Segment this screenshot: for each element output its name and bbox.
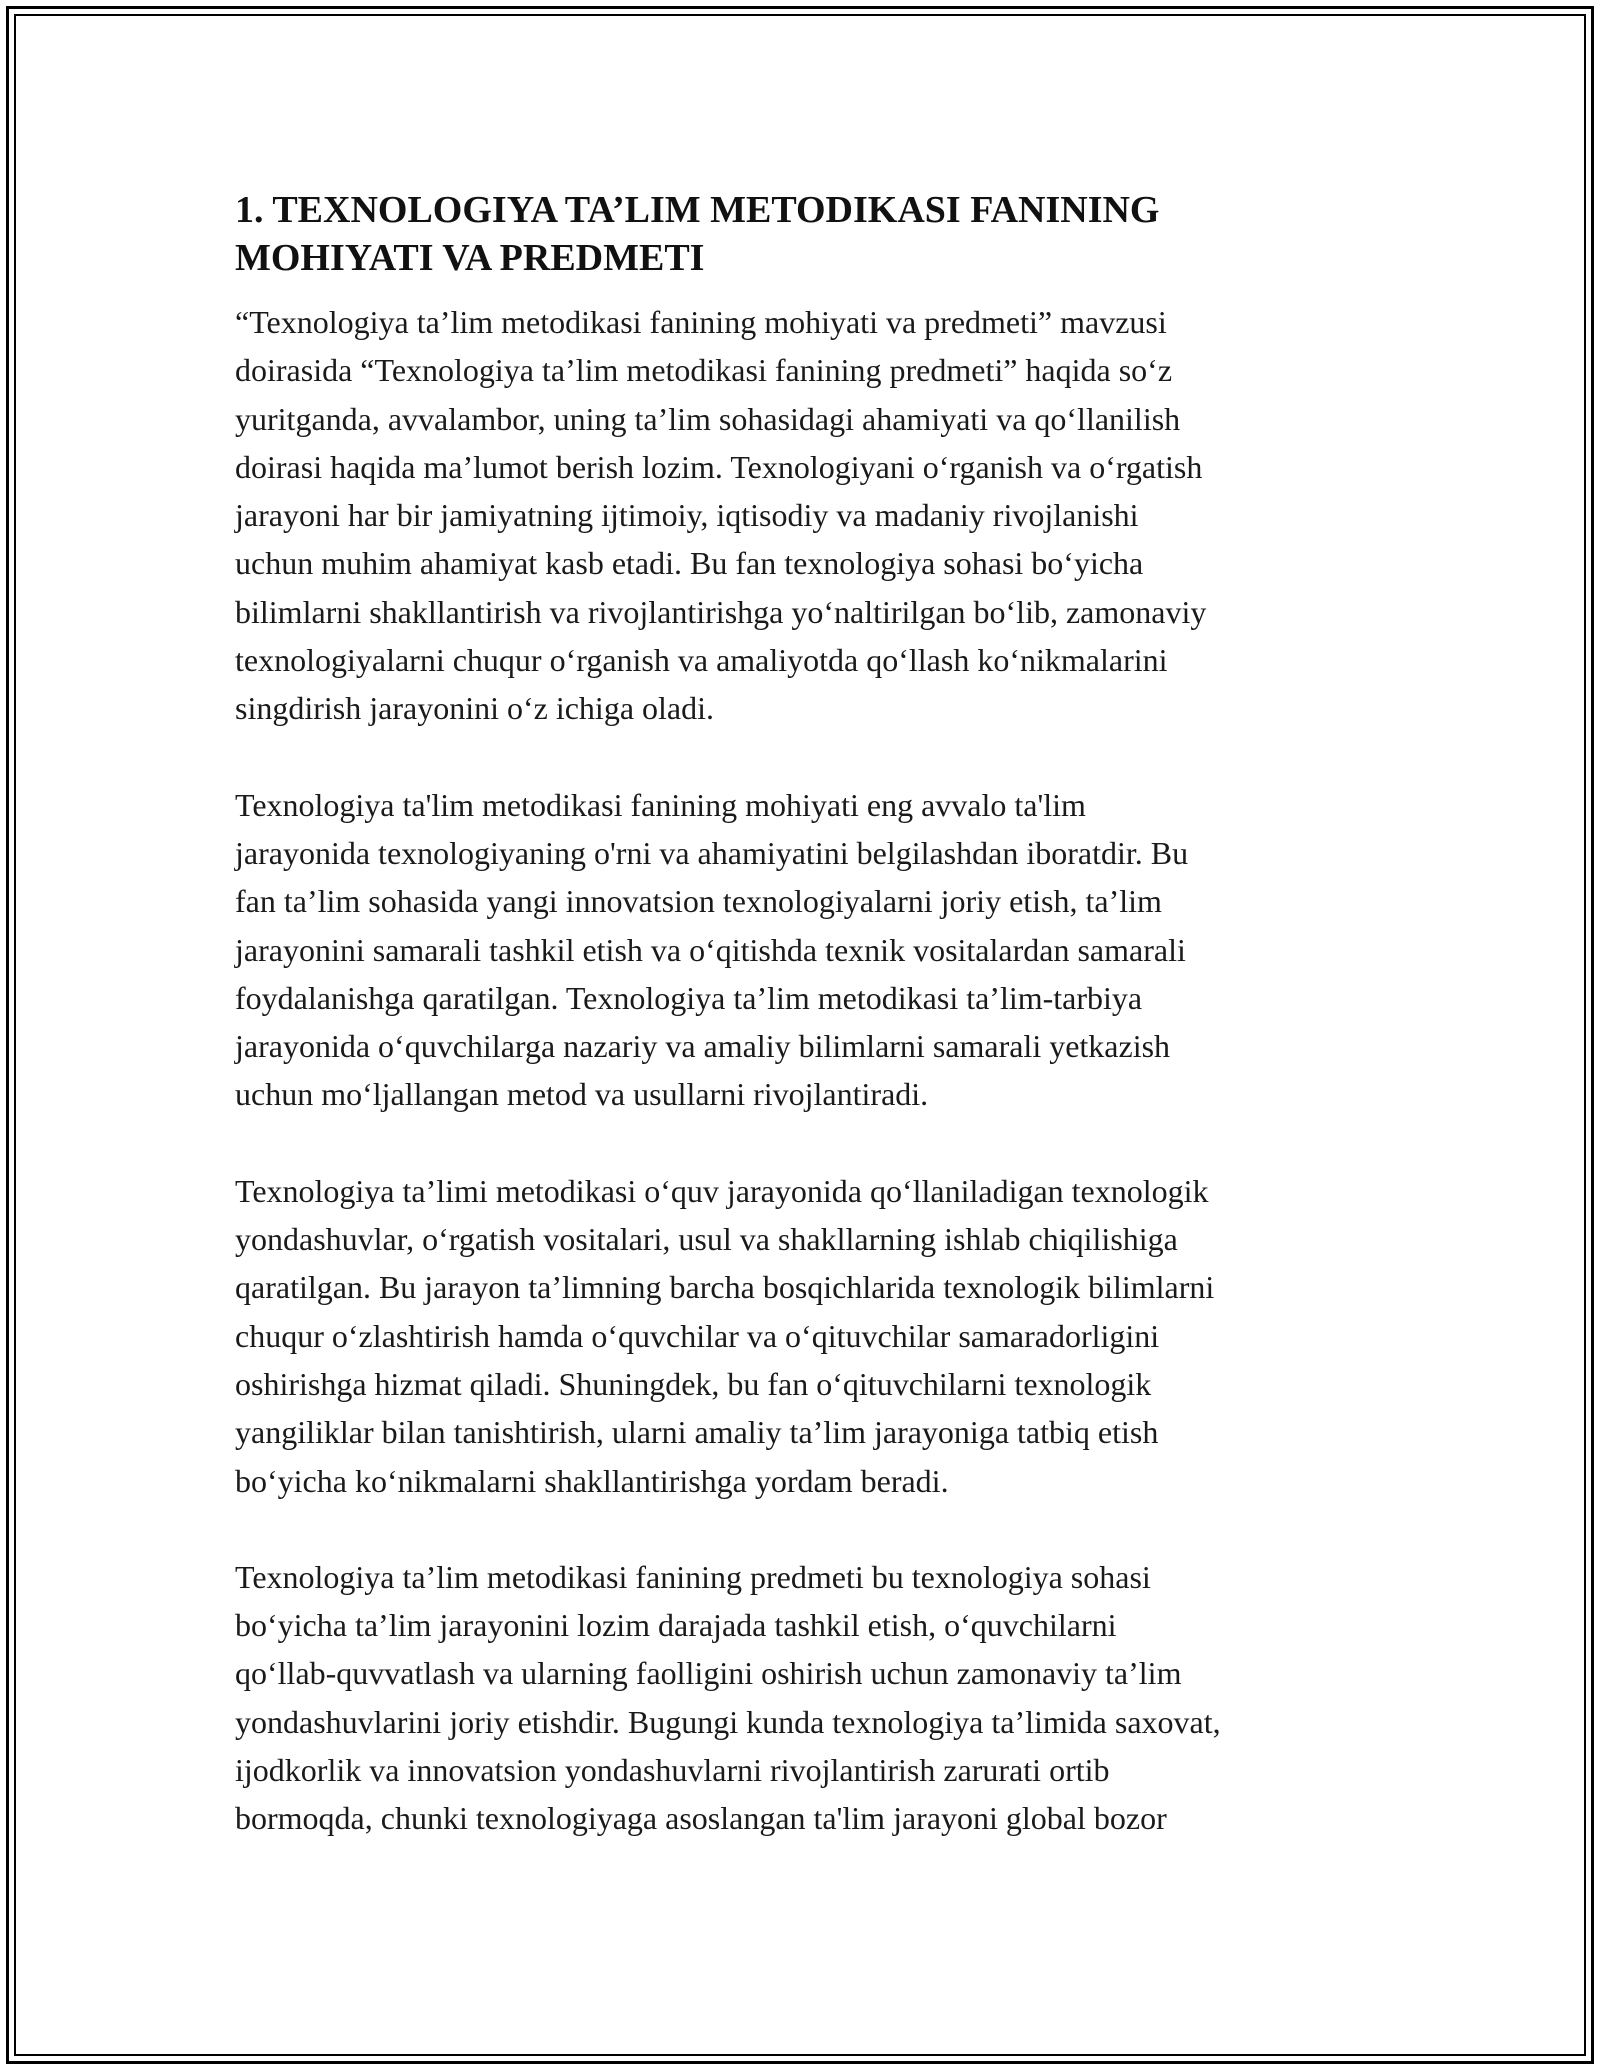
paragraph-4: Texnologiya ta’lim metodikasi fanining predmeti bu texnologiya sohasi bo‘yicha ta’lim jarayonini lozim darajada tashkil etish, o‘quvchilarni qo‘llab-quvvatlash va ularning faolligini oshirish uchun zamonaviy ta’lim yondashuvlarini joriy etishdir. Bugungi kunda texnologiya ta’limida saxovat, ijodkorlik va innovatsion yondashuvlarni rivojlantirish zarurati ortib bormoqda, chunki texnologiyaga asoslangan ta'lim jarayoni global bozor <box>235 1558 1221 1837</box>
paragraph-3: Texnologiya ta’limi metodikasi o‘quv jarayonida qo‘llaniladigan texnologik yondashuvlar, o‘rgatish vositalari, usul va shakllarning ishlab chiqilishiga qaratilgan. Bu jarayon ta’limning barcha bosqichlarida texnologik bilimlarni chuqur o‘zlashtirish hamda o‘quvchilar va o‘qituvchilar samaradorligini oshirishga hizmat qiladi. Shuningdek, bu fan o‘qituvchilarni texnologik yangiliklar bilan tanishtirish, ularni amaliy ta’lim jarayoniga tatbiq etish bo‘yicha ko‘nikmalarni shakllantirishga yordam beradi. <box>235 1172 1215 1499</box>
document-body <box>235 186 1365 1843</box>
paragraph-1: “Texnologiya ta’lim metodikasi fanining mohiyati va predmeti” mavzusi doirasida “Texnologiya ta’lim metodikasi fanining predmeti” haqida so‘z yuritganda, avvalambor, uning ta’lim sohasidagi ahamiyati va qo‘llanilish doirasi haqida ma’lumot berish lozim. Texnologiyani o‘rganish va o‘rgatish jarayoni har bir jamiyatning ijtimoiy, iqtisodiy va madaniy rivojlanishi uchun muhim ahamiyat kasb etadi. Bu fan texnologiya sohasi bo‘yicha bilimlarni shakllantirish va rivojlantirishga yo‘naltirilgan bo‘lib, zamonaviy texnologiyalarni chuqur o‘rganish va amaliyotda qo‘llash ko‘nikmalarini singdirish jarayonini o‘z ichiga oladi. <box>235 304 1207 727</box>
page-title: 1. TEXNOLOGIYA TA’LIM METODIKASI FANINING MOHIYATI VA PREDMETI <box>235 189 1160 279</box>
paragraph-2: Texnologiya ta'lim metodikasi fanining mohiyati eng avvalo ta'lim jarayonida texnologiyaning o'rni va ahamiyatini belgilashdan iboratdir. Bu fan ta’lim sohasida yangi innovatsion texnologiyalarni joriy etish, ta’lim jarayonini samarali tashkil etish va o‘qitishda texnik vositalardan samarali foydalanishga qaratilgan. Texnologiya ta’lim metodikasi ta’lim-tarbiya jarayonida o‘quvchilarga nazariy va amaliy bilimlarni samarali yetkazish uchun mo‘ljallangan metod va usullarni rivojlantiradi. <box>235 786 1189 1113</box>
